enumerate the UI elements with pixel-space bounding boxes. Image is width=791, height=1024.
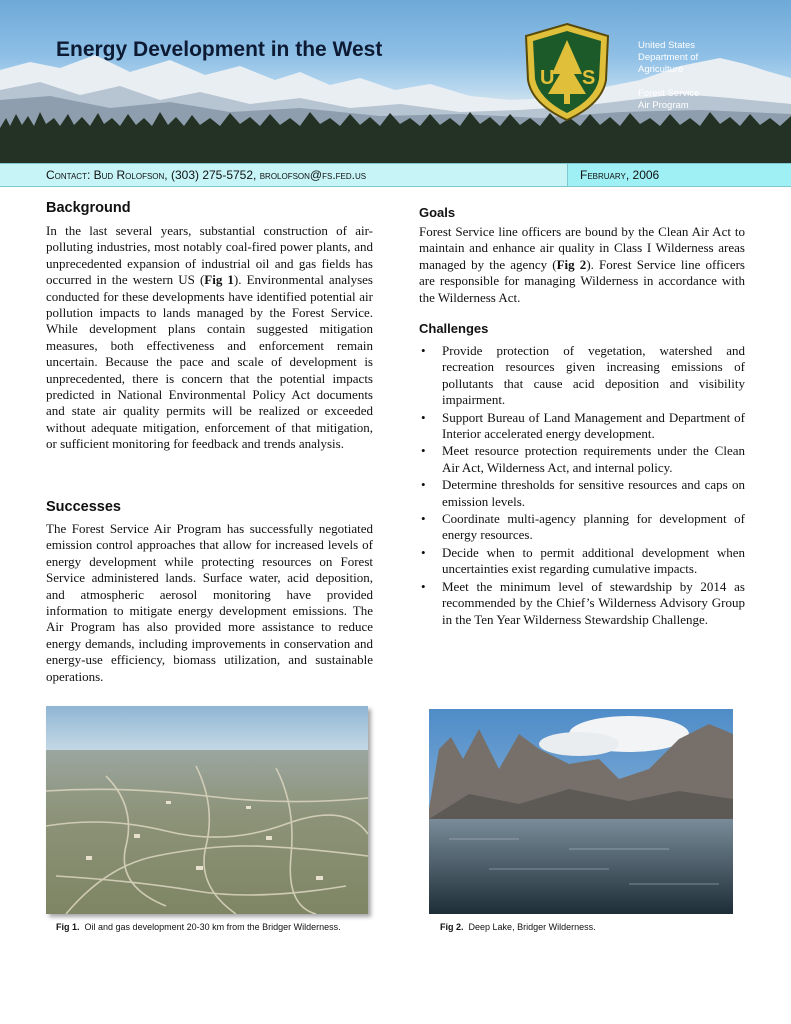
contact-bar <box>0 163 791 187</box>
list-item: • Provide protection of vegetation, watershed and recreation resources given increasing emissions of pollutants that cause acid deposition and visibility impairment. <box>419 343 745 409</box>
fig1-caption: Fig 1. Oil and gas development 20-30 km from the Bridger Wilderness. <box>56 922 341 932</box>
contact-info: Contact: Bud Rolofson, (303) 275-5752, brolofson@fs.fed.us <box>46 168 367 182</box>
program-line: Air Program <box>638 100 689 111</box>
svg-text:S: S <box>582 67 596 89</box>
publication-date: February, 2006 <box>580 168 660 182</box>
challenges-heading: Challenges <box>419 321 489 336</box>
fig2-deep-lake-photo <box>429 709 733 914</box>
background-heading: Background <box>46 200 131 216</box>
list-item: • Support Bureau of Land Management and Department of Interior accelerated energy development. <box>419 410 745 443</box>
agency-line: Agriculture <box>638 64 684 75</box>
fig1-reference: Fig 1 <box>204 272 234 288</box>
list-item: • Meet the minimum level of stewardship by 2014 as recommended by the Chief’s Wilderness Advisory Group in the Ten Year Wilderness Stewardship Challenge. <box>419 579 745 628</box>
challenges-list <box>419 343 745 629</box>
successes-paragraph: The Forest Service Air Program has successfully negotiated emission control approaches that allow for increased levels of energy development while protecting resources on Forest Service administered lands. Surface water, acid deposition, and atmospheric aerosol monitoring have provided information to mitigate energy development emissions. The Air Program has also provided more assistance to reduce energy demands, including improvements in conservation and energy-use efficiency, biomass utilization, and sustainable operations. <box>46 521 373 684</box>
svg-text:U: U <box>540 67 555 89</box>
fig1-oil-gas-photo <box>46 706 368 914</box>
background-paragraph: In the last several years, substantial construction of air-polluting industries, most notably coal-fired power plants, and unprecedented expansion of industrial oil and gas fields has occurred in the western US (Fig 1). Environmental analyses conducted for these developments have identified potential air pollution impacts to lands managed by the Forest Service. While development plans contain suggested mitigation measures, both effectiveness and enforcement remain uncertain. Because the pace and scale of development is unprecedented, there is concern that the potential impacts predicted in National Environmental Policy Act documents and state air quality permits will be realized or exceeded without adequate mitigation, enforcement of that mitigation, or sufficient monitoring for feedback and trends analysis. <box>46 223 373 452</box>
goals-paragraph: Forest Service line officers are bound by the Clean Air Act to maintain and enhance air quality in Class I Wilderness areas managed by the agency (Fig 2). Forest Service line officers are responsible for managing Wilderness in accordance with the Wilderness Act. <box>419 224 745 305</box>
header-banner <box>0 0 791 163</box>
list-item: • Meet resource protection requirements under the Clean Air Act, Wilderness Act, and internal policy. <box>419 443 745 476</box>
goals-heading: Goals <box>419 205 456 220</box>
list-item: • Determine thresholds for sensitive resources and caps on emission levels. <box>419 477 745 510</box>
successes-heading: Successes <box>46 499 121 515</box>
fig2-caption: Fig 2. Deep Lake, Bridger Wilderness. <box>440 922 596 932</box>
page-title: Energy Development in the West <box>56 38 383 61</box>
forest-service-shield-logo <box>522 22 612 122</box>
program-line: Forest Service <box>638 88 700 99</box>
list-item: • Decide when to permit additional development when uncertainties exist regarding cumulative impacts. <box>419 545 745 578</box>
agency-name-block <box>638 40 699 112</box>
agency-line: United States <box>638 40 696 51</box>
list-item: • Coordinate multi-agency planning for development of energy resources. <box>419 511 745 544</box>
agency-line: Department of <box>638 52 699 63</box>
fig2-reference: Fig 2 <box>556 256 587 272</box>
date-cell <box>567 164 791 186</box>
